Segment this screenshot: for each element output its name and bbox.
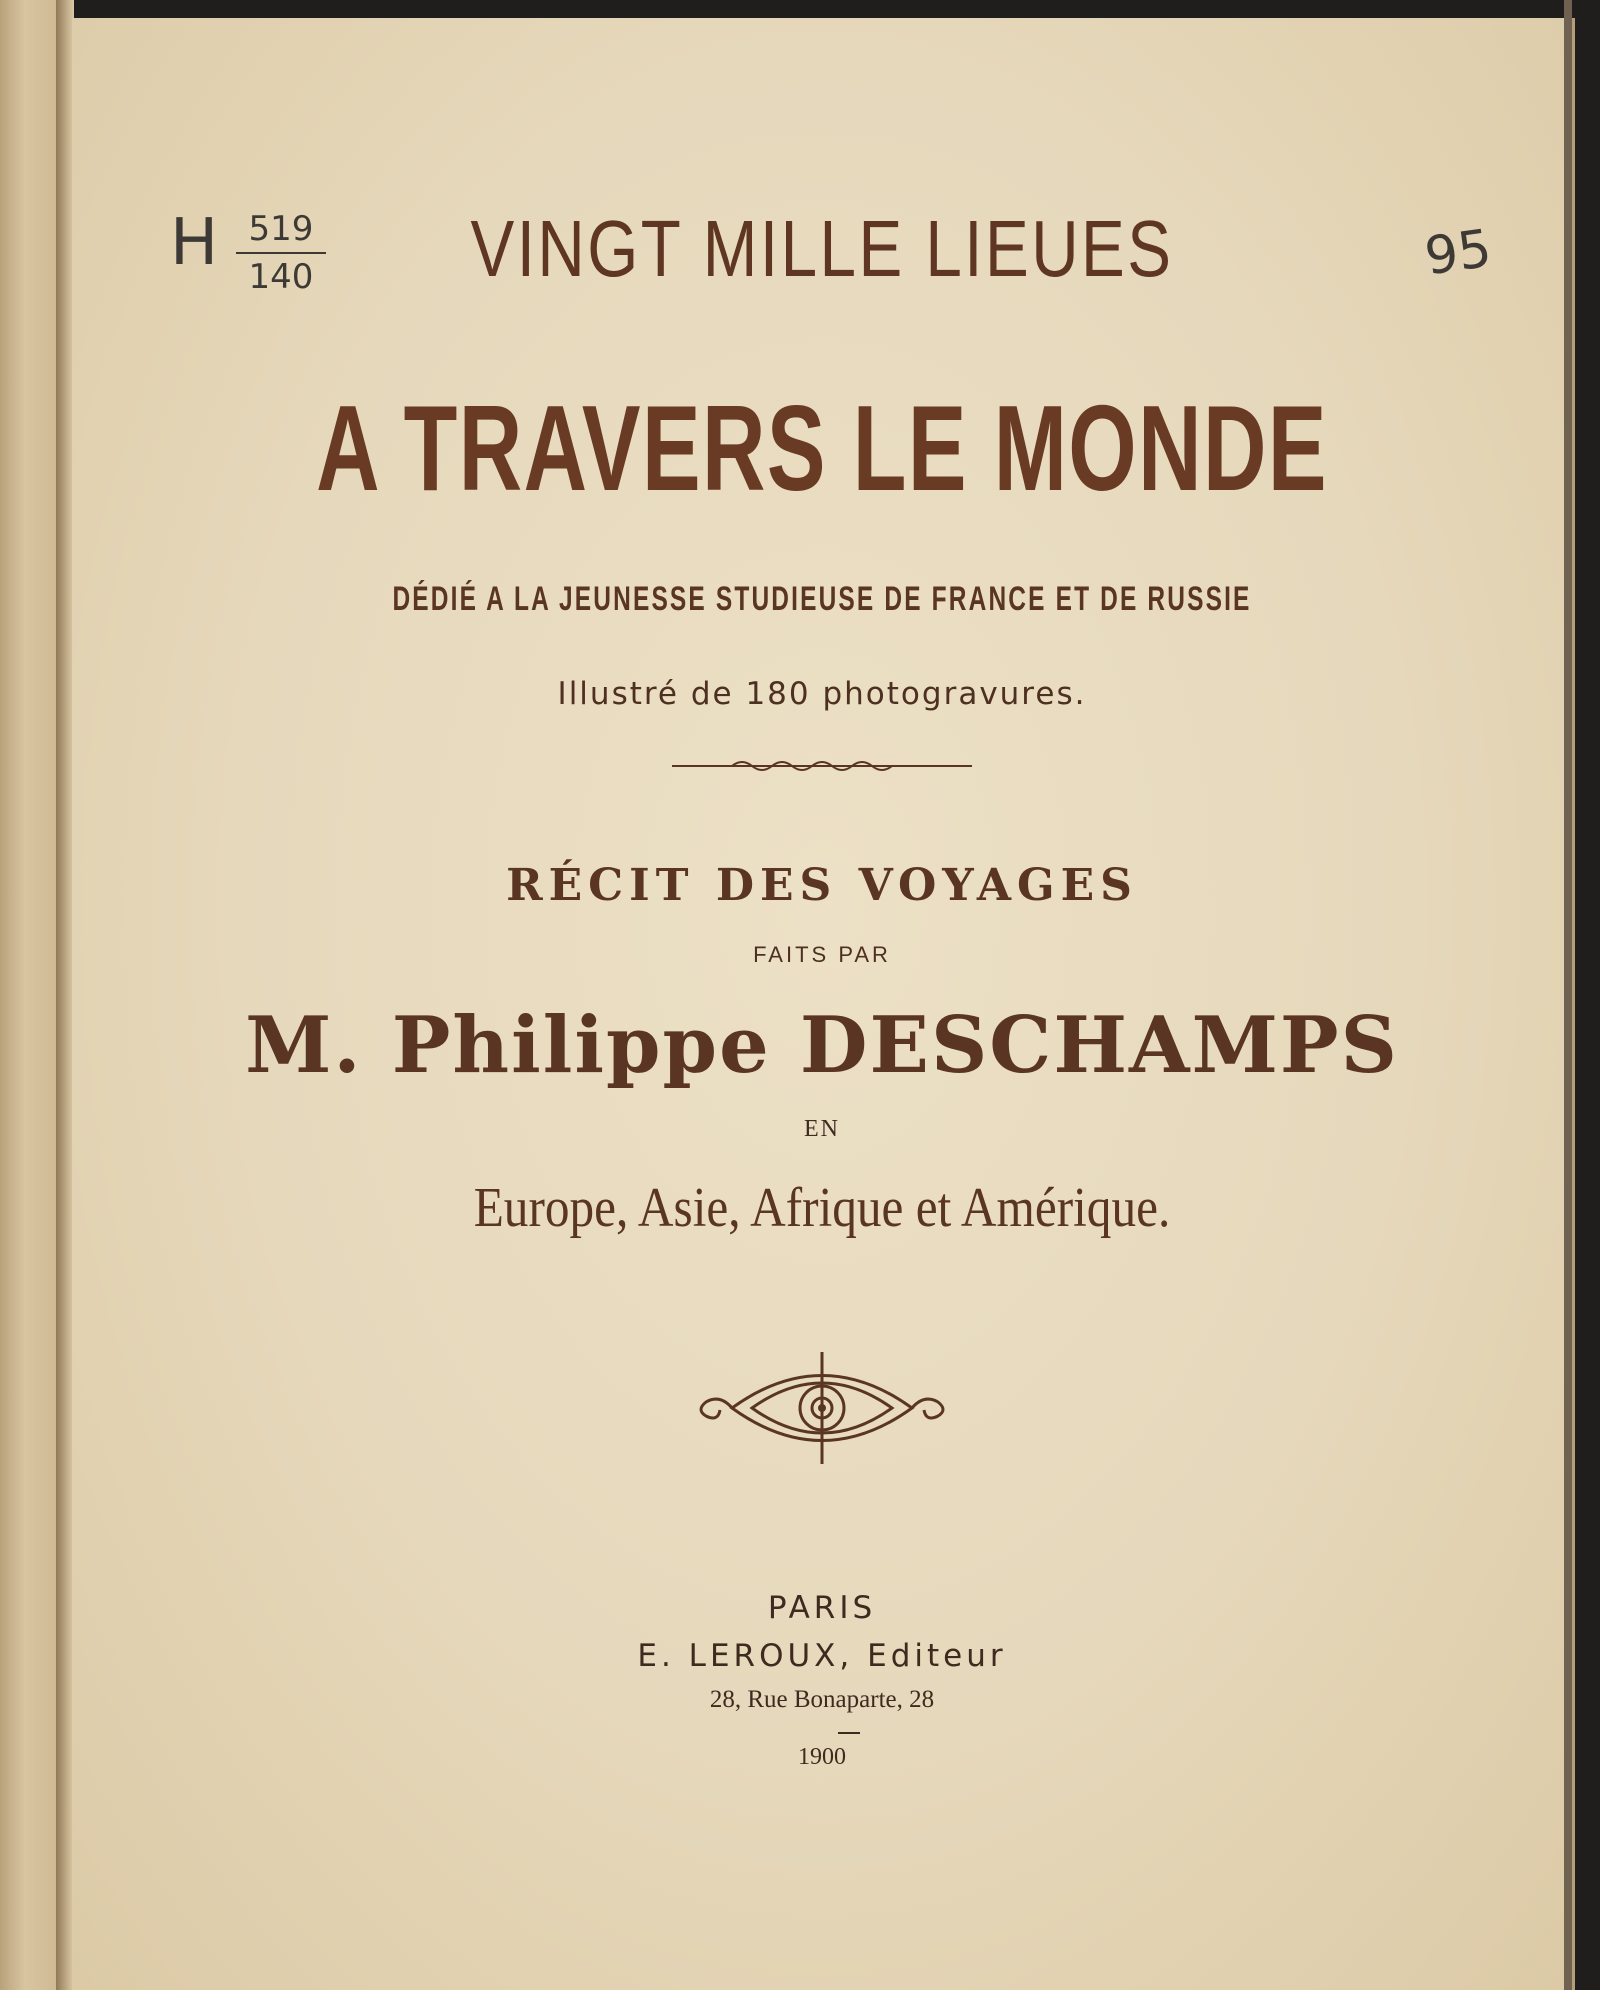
publisher: E. LEROUX, Editeur	[637, 1638, 1007, 1674]
shelfmark-top: 519	[248, 209, 314, 249]
publication-year: 1900	[798, 1744, 846, 1770]
divider	[838, 1732, 860, 1734]
publisher-address: 28, Rue Bonaparte, 28	[709, 1686, 935, 1713]
facing-page-edge	[0, 0, 62, 1990]
shelfmark-letter: H	[170, 206, 219, 280]
ornament-icon	[72, 1348, 1572, 1468]
continents: Europe, Asie, Afrique et Amérique.	[473, 1177, 1171, 1239]
page-edge-shadow	[1564, 0, 1572, 1990]
shelfmark-bottom: 140	[248, 257, 314, 297]
handwritten-corner-mark: 95	[1421, 218, 1496, 288]
en-label: EN	[804, 1116, 840, 1142]
title-page	[72, 18, 1575, 1990]
title-line-1: VINGT MILLE LIEUES	[470, 204, 1174, 293]
faits-par: FAITS PAR	[753, 942, 891, 967]
dedication: DÉDIÉ A LA JEUNESSE STUDIEUSE DE FRANCE ET DE RUSSIE	[392, 580, 1252, 618]
recit-heading: RÉCIT DES VOYAGES	[506, 860, 1138, 911]
illustration-note: Illustré de 180 photogravures.	[557, 676, 1087, 712]
publication-place: PARIS	[767, 1590, 877, 1626]
decorative-rule	[72, 756, 1572, 776]
author-name: M. Philippe DESCHAMPS	[245, 1000, 1399, 1091]
title-line-2: A TRAVERS LE MONDE	[316, 380, 1328, 516]
